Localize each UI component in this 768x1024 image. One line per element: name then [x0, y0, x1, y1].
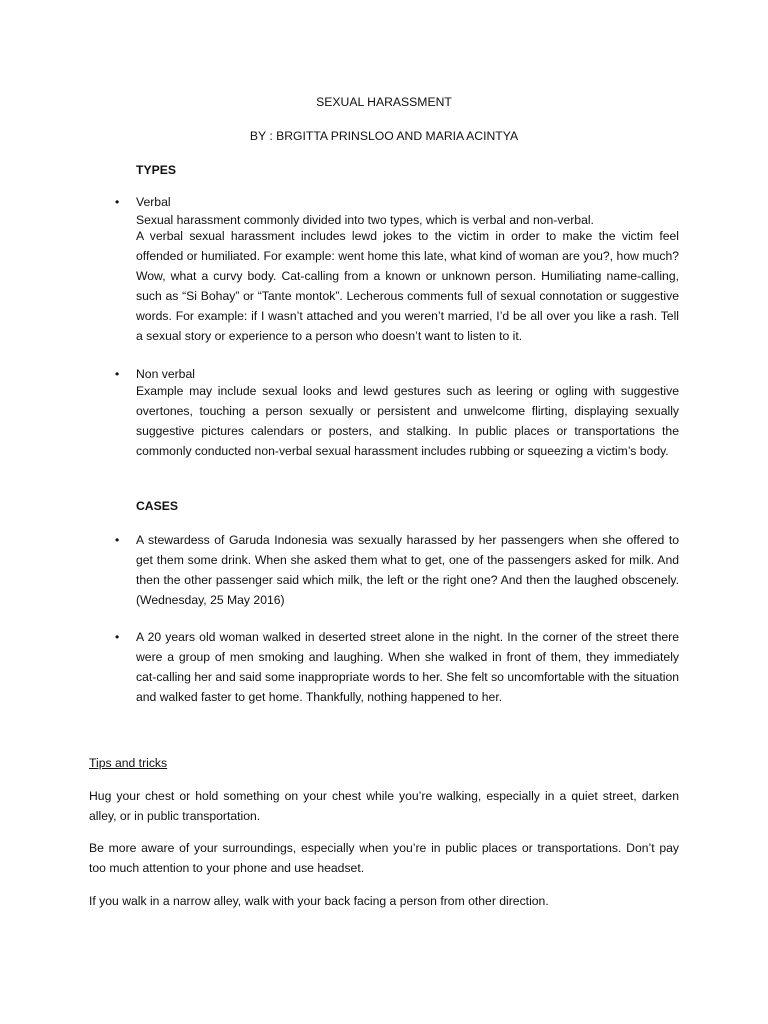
- case-item-1: A stewardess of Garuda Indonesia was sexually harassed by her passengers when she offered to get them some drink. When she asked them what to get, one of the passengers asked for milk. And then the other passenger said which milk, the left or the right one? And then the laughed obscenely. (Wednesday, 25 May 2016): [136, 533, 679, 607]
- bullet-case-1: •: [115, 533, 120, 547]
- document-authors: BY : BRGITTA PRINSLOO AND MARIA ACINTYA: [249, 129, 519, 143]
- bullet-non-verbal: •: [115, 367, 120, 381]
- tip-item-2: Be more aware of your surroundings, especially when you’re in public places or transportations. Don’t pay too much attention to your phone and use headset.: [89, 841, 679, 875]
- verbal-text: A verbal sexual harassment includes lewd jokes to the victim in order to make the victim feel offended or humiliated. For example: went home this late, what kind of woman are you?, how much? Wow, what a curvy body. Cat-calling from a known or unknown person. Humiliating name-calling, such as “Si Bohay” or “Tante montok”. Lecherous comments full of sexual connotation or suggestive words. For example: if I wasn’t attached and you weren’t married, I’d be all over you like a rash. Tell a sexual story or experience to a person who doesn’t want to listen to it.: [136, 229, 679, 343]
- tip-item-3: If you walk in a narrow alley, walk with your back facing a person from other direction.: [89, 894, 549, 908]
- case-item-2: A 20 years old woman walked in deserted street alone in the night. In the corner of the street there were a group of men smoking and laughing. When she walked in front of them, they immediately cat-calling her and said some inappropriate words to her. She felt so uncomfortable with the situation and walked faster to get home. Thankfully, nothing happened to her.: [136, 630, 679, 704]
- tip-item-1: Hug your chest or hold something on your chest while you’re walking, especially in a quiet street, darken alley, or in public transportation.: [89, 789, 679, 823]
- non-verbal-label: Non verbal: [136, 367, 195, 381]
- bullet-case-2: •: [115, 630, 120, 644]
- verbal-label: Verbal: [136, 195, 171, 209]
- verbal-intro: Sexual harassment commonly divided into two types, which is verbal and non-verbal.: [136, 213, 594, 227]
- types-heading: TYPES: [136, 163, 176, 177]
- tips-heading: Tips and tricks: [89, 756, 168, 770]
- cases-heading: CASES: [136, 499, 178, 513]
- non-verbal-text: Example may include sexual looks and lewd gestures such as leering or ogling with suggestive overtones, touching a person sexually or persistent and unwelcome flirting, displaying sexually suggestive pictures calendars or posters, and stalking. In public places or transportations the commonly conducted non-verbal sexual harassment includes rubbing or squeezing a victim’s body.: [136, 384, 679, 458]
- bullet-verbal: •: [115, 195, 120, 209]
- document-title: SEXUAL HARASSMENT: [316, 95, 452, 109]
